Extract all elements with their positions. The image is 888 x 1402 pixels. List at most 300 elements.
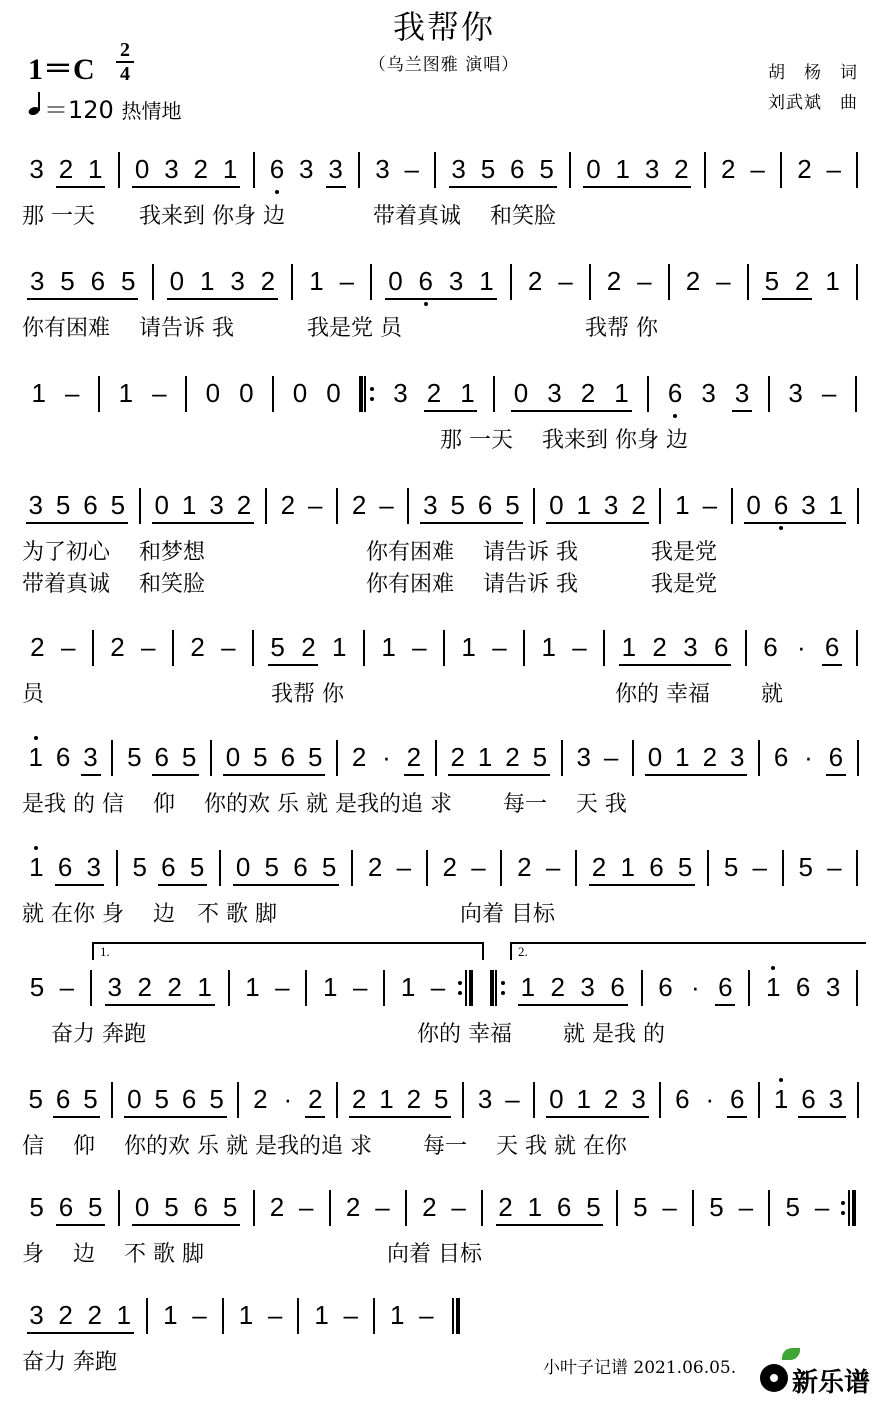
lyric-line: 员 我帮 你 你的 幸福 就 — [22, 682, 783, 707]
barline — [747, 264, 749, 300]
beam-underline — [826, 774, 846, 776]
note-digit: 5 — [709, 1192, 724, 1222]
note-digit: 5 — [189, 852, 205, 882]
note-digit: 2 — [550, 972, 565, 1002]
dash-note: – — [637, 266, 652, 296]
barline — [857, 740, 859, 776]
dash-note: – — [702, 490, 718, 520]
barline — [116, 850, 118, 886]
note-digit: 5 — [677, 852, 693, 882]
barline — [405, 1190, 407, 1226]
note-digit: 2 — [631, 490, 646, 520]
beam-underline — [326, 186, 346, 188]
note-digit: 2 — [345, 1192, 361, 1222]
note-digit: 1 — [576, 1084, 591, 1114]
lyric-line: 奋力 奔跑 — [22, 1350, 117, 1375]
barline — [253, 1190, 255, 1226]
notation-row — [0, 848, 888, 888]
note-digit: 3 — [788, 378, 803, 408]
notation-row — [0, 262, 888, 302]
note-digit: 6 — [57, 852, 73, 882]
note-digit: 1 — [541, 632, 556, 662]
barline — [443, 630, 445, 666]
lyric-line: 那 一天 我来到 你身 边 — [22, 428, 688, 453]
beam-underline — [404, 774, 424, 776]
barline — [219, 850, 221, 886]
time-signature-top: 2 — [120, 39, 130, 61]
note-digit: 5 — [28, 1084, 43, 1114]
barline — [704, 152, 706, 188]
barline — [493, 376, 495, 412]
note-digit: 6 — [293, 852, 308, 882]
note-digit: 3 — [477, 1084, 493, 1114]
note-digit: 3 — [580, 972, 595, 1002]
barline — [272, 376, 274, 412]
note-digit: 0 — [549, 1084, 564, 1114]
note-digit: 2 — [30, 632, 45, 662]
note-digit: 2 — [795, 266, 810, 296]
note-digit: 3 — [29, 1300, 44, 1330]
music-system — [0, 262, 888, 372]
note-digit: 2 — [193, 154, 208, 184]
barline — [172, 630, 174, 666]
note-digit: 0 — [134, 154, 150, 184]
note-digit: 3 — [28, 490, 43, 520]
note-digit: 2 — [442, 852, 457, 882]
lyric-line: 奋力 奔跑 你的 幸福 就 是我 的 — [22, 1022, 665, 1047]
note-digit: 0 — [239, 378, 254, 408]
beam-underline — [105, 1004, 215, 1006]
dash-note: – — [404, 154, 419, 184]
low-octave-dot — [275, 190, 279, 194]
lyric-line: 就 在你 身 边 不 歌 脚 向着 目标 — [22, 902, 555, 927]
note-digit: 1 — [765, 972, 781, 1002]
note-digit: 5 — [83, 1084, 98, 1114]
note-digit: 3 — [825, 972, 841, 1002]
note-digit: 1 — [222, 154, 238, 184]
note-digit: 3 — [209, 490, 224, 520]
note-digit: 2 — [58, 1300, 73, 1330]
barline — [222, 1298, 224, 1334]
note-digit: 2 — [269, 1192, 285, 1222]
note-digit: 2 — [351, 1084, 367, 1114]
notation-row — [0, 486, 888, 526]
note-digit: 1 — [309, 266, 324, 296]
barline — [856, 152, 858, 188]
dash-note: – — [267, 1300, 283, 1330]
note-digit: 1 — [773, 1084, 789, 1114]
dot-note: · — [705, 1084, 715, 1114]
note-digit: 5 — [270, 632, 285, 662]
dash-note: – — [299, 1192, 314, 1222]
singer-credit: （乌兰图雅 演唱） — [368, 55, 520, 75]
site-logo — [760, 1348, 882, 1398]
note-digit: 1 — [400, 972, 416, 1002]
note-digit: 6 — [477, 490, 493, 520]
beam-underline — [26, 522, 128, 524]
quarter-note-icon — [28, 90, 44, 114]
note-digit: 2 — [280, 490, 296, 520]
lyric-line: 身 边 不 歌 脚 向着 目标 — [22, 1242, 482, 1267]
transcriber-credit: 小叶子记谱 2021.06.05. — [543, 1358, 737, 1378]
notation-row — [0, 738, 888, 778]
note-digit: 0 — [549, 490, 564, 520]
barline — [632, 740, 634, 776]
barline — [111, 1082, 113, 1118]
note-digit: 5 — [222, 1192, 238, 1222]
note-digit: 5 — [181, 742, 197, 772]
beam-underline — [158, 884, 207, 886]
dash-note: – — [716, 266, 731, 296]
barline — [856, 850, 858, 886]
note-digit: 2 — [110, 632, 125, 662]
note-digit: 1 — [621, 632, 637, 662]
note-digit: 0 — [292, 378, 308, 408]
note-digit: 3 — [828, 1084, 844, 1114]
thick-line — [359, 376, 363, 412]
note-digit: 3 — [375, 154, 390, 184]
barline — [569, 152, 571, 188]
leaf-icon — [782, 1348, 800, 1360]
note-digit: 2 — [190, 632, 205, 662]
note-digit: 6 — [269, 154, 285, 184]
note-digit: 2 — [137, 972, 152, 1002]
note-digit: 2 — [450, 742, 465, 772]
note-digit: 2 — [797, 154, 812, 184]
note-digit: 6 — [801, 1084, 816, 1114]
note-digit: 1 — [199, 266, 215, 296]
beam-underline — [744, 522, 846, 524]
barline — [616, 1190, 618, 1226]
repeat-dots — [370, 384, 374, 404]
beam-underline — [511, 410, 631, 412]
note-digit: 0 — [127, 1084, 142, 1114]
barline — [462, 1082, 464, 1118]
note-digit: 6 — [828, 742, 844, 772]
dash-note: – — [814, 1192, 830, 1222]
note-digit: 6 — [649, 852, 664, 882]
beam-underline — [167, 298, 278, 300]
beam-underline — [727, 1116, 747, 1118]
note-digit: 3 — [423, 490, 438, 520]
dash-note: – — [221, 632, 236, 662]
barline — [857, 488, 859, 524]
note-digit: 1 — [381, 632, 396, 662]
note-digit: 2 — [517, 852, 532, 882]
barline — [434, 152, 436, 188]
beam-underline — [56, 1224, 105, 1226]
note-digit: 2 — [652, 632, 667, 662]
note-digit: 0 — [235, 852, 251, 882]
dash-note: – — [603, 742, 619, 772]
note-digit: 6 — [556, 1192, 572, 1222]
note-digit: 2 — [591, 852, 607, 882]
note-digit: 6 — [718, 972, 733, 1002]
thin-line — [465, 970, 467, 1006]
note-digit: 5 — [723, 852, 739, 882]
note-digit: 5 — [764, 266, 780, 296]
tempo-marking — [28, 90, 181, 125]
barline — [92, 630, 94, 666]
barline — [297, 1298, 299, 1334]
dash-note: – — [141, 632, 156, 662]
lyric-line: 你有困难 请告诉 我 我是党 员 我帮 你 — [22, 316, 658, 341]
barline — [265, 488, 267, 524]
low-octave-dot — [424, 302, 428, 306]
beam-underline — [349, 1116, 451, 1118]
beam-underline — [385, 298, 496, 300]
barline — [745, 630, 747, 666]
note-digit: 3 — [734, 378, 750, 408]
logo-text: 新乐谱 — [792, 1368, 871, 1398]
note-digit: 3 — [547, 378, 562, 408]
repeat-end-barline — [848, 1190, 855, 1226]
dash-note: – — [307, 490, 323, 520]
beam-underline — [583, 186, 691, 188]
beam-underline — [55, 884, 104, 886]
note-digit: 1 — [460, 378, 475, 408]
barline — [659, 488, 661, 524]
note-digit: 3 — [29, 266, 45, 296]
beam-underline — [496, 1224, 604, 1226]
high-octave-dot — [779, 1078, 783, 1082]
music-system — [0, 628, 888, 738]
note-digit: 3 — [729, 742, 745, 772]
note-digit: 2 — [702, 742, 718, 772]
dash-note: – — [412, 632, 427, 662]
note-digit: 2 — [674, 154, 689, 184]
music-system — [0, 1080, 888, 1190]
beam-underline — [27, 298, 138, 300]
beam-underline — [715, 1004, 735, 1006]
high-octave-dot — [771, 966, 775, 970]
dash-note: – — [430, 972, 446, 1002]
dot-note: · — [691, 972, 700, 1002]
beam-underline — [546, 522, 648, 524]
note-digit: 5 — [29, 972, 45, 1002]
note-digit: 3 — [86, 852, 101, 882]
composer-credit: 刘武斌 曲 — [768, 93, 858, 113]
note-digit: 2 — [87, 1300, 102, 1330]
note-digit: 2 — [406, 742, 422, 772]
note-digit: 1 — [675, 490, 690, 520]
barline — [731, 488, 733, 524]
thick-line — [456, 1298, 460, 1334]
beam-underline — [132, 186, 240, 188]
note-digit: 6 — [773, 490, 789, 520]
beam-underline — [268, 664, 319, 666]
time-signature — [116, 40, 134, 84]
beam-underline — [152, 522, 254, 524]
note-digit: 3 — [107, 972, 122, 1002]
barline — [500, 850, 502, 886]
repeat-end-barline — [465, 970, 472, 1006]
note-digit: 1 — [825, 266, 840, 296]
note-digit: 1 — [379, 1084, 394, 1114]
note-digit: 0 — [647, 742, 663, 772]
beam-underline — [152, 774, 199, 776]
notation-row — [0, 1080, 888, 1120]
note-digit: 1 — [390, 1300, 405, 1330]
lyric-line: 带着真诚 和笑脸 你有困难 请告诉 我 我是党 — [22, 572, 717, 597]
dash-note: – — [275, 972, 290, 1002]
barline — [118, 152, 120, 188]
note-digit: 1 — [479, 266, 494, 296]
barline — [641, 970, 643, 1006]
note-digit: 6 — [181, 1084, 197, 1114]
notation-row — [0, 1188, 888, 1228]
beam-underline — [56, 186, 105, 188]
barline — [589, 264, 591, 300]
note-digit: 2 — [406, 1084, 422, 1114]
barline — [856, 970, 858, 1006]
barline — [510, 264, 512, 300]
note-digit: 5 — [307, 742, 323, 772]
note-digit: 1 — [332, 632, 347, 662]
low-octave-dot — [779, 526, 783, 530]
beam-underline — [518, 1004, 628, 1006]
note-digit: 3 — [83, 742, 98, 772]
dash-note: – — [738, 1192, 754, 1222]
barline — [561, 740, 563, 776]
barline — [692, 1190, 694, 1226]
note-digit: 3 — [299, 154, 314, 184]
note-digit: 2 — [580, 378, 596, 408]
note-digit: 6 — [55, 1084, 71, 1114]
thin-line — [452, 1298, 454, 1334]
barline — [90, 970, 92, 1006]
note-digit: 5 — [127, 742, 142, 772]
note-digit: 2 — [422, 1192, 437, 1222]
barline — [185, 376, 187, 412]
second-ending-bracket: 2. — [510, 942, 866, 960]
beam-underline — [81, 774, 101, 776]
first-ending-bracket: 1. — [92, 942, 484, 960]
note-digit: 0 — [513, 378, 529, 408]
music-system — [0, 374, 888, 484]
note-digit: 1 — [323, 972, 338, 1002]
note-digit: 1 — [477, 742, 493, 772]
vinyl-record-icon — [760, 1364, 788, 1392]
low-octave-dot — [673, 414, 677, 418]
note-digit: 5 — [785, 1192, 800, 1222]
note-digit: 5 — [633, 1192, 648, 1222]
barline — [336, 1082, 338, 1118]
note-digit: 1 — [28, 742, 43, 772]
note-digit: 2 — [351, 742, 367, 772]
note-digit: 1 — [118, 378, 134, 408]
note-digit: 3 — [631, 1084, 646, 1114]
barline — [370, 264, 372, 300]
barline — [210, 740, 212, 776]
note-digit: 1 — [527, 1192, 543, 1222]
barline — [305, 970, 307, 1006]
beam-underline — [27, 1332, 134, 1334]
dash-note: – — [339, 266, 355, 296]
note-digit: 2 — [505, 742, 520, 772]
note-digit: 1 — [576, 490, 591, 520]
music-system — [0, 738, 888, 848]
note-digit: 6 — [729, 1084, 745, 1114]
note-digit: 2 — [260, 266, 276, 296]
barline — [336, 740, 338, 776]
note-digit: 0 — [205, 378, 221, 408]
beam-underline — [223, 774, 325, 776]
barline — [659, 1082, 661, 1118]
note-digit: 1 — [197, 972, 212, 1002]
dot-note: · — [283, 1084, 293, 1114]
notation-row — [0, 1296, 888, 1336]
note-digit: 6 — [55, 742, 71, 772]
note-digit: 2 — [606, 266, 622, 296]
barline — [407, 488, 409, 524]
note-digit: 6 — [824, 632, 840, 662]
thick-line — [490, 970, 494, 1006]
note-digit: 0 — [225, 742, 241, 772]
note-digit: 1 — [163, 1300, 178, 1330]
beam-underline — [732, 410, 752, 412]
note-digit: 5 — [480, 154, 496, 184]
note-digit: 6 — [161, 852, 176, 882]
beam-underline — [546, 1116, 648, 1118]
barline — [857, 1082, 859, 1118]
note-digit: 5 — [88, 1192, 103, 1222]
note-digit: 5 — [154, 1084, 169, 1114]
note-digit: 1 — [245, 972, 260, 1002]
notation-row — [0, 150, 888, 190]
note-digit: 3 — [164, 154, 179, 184]
barline — [668, 264, 670, 300]
note-digit: 6 — [154, 742, 169, 772]
beam-underline — [132, 1224, 240, 1226]
note-digit: 3 — [644, 154, 660, 184]
note-digit: 6 — [418, 266, 434, 296]
barline — [768, 1190, 770, 1226]
note-digit: 3 — [393, 378, 408, 408]
note-digit: 2 — [167, 972, 182, 1002]
repeat-dots — [458, 978, 462, 998]
barline — [533, 1082, 535, 1118]
note-digit: 2 — [253, 1084, 268, 1114]
note-digit: 0 — [746, 490, 761, 520]
note-digit: 2 — [527, 266, 543, 296]
note-digit: 5 — [209, 1084, 224, 1114]
note-digit: 1 — [614, 378, 629, 408]
barline — [98, 376, 100, 412]
repeat-dots — [501, 978, 505, 998]
note-digit: 3 — [683, 632, 698, 662]
note-digit: 3 — [448, 266, 464, 296]
note-digit: 5 — [164, 1192, 179, 1222]
barline — [575, 850, 577, 886]
dash-note: – — [471, 852, 486, 882]
note-digit: 0 — [154, 490, 169, 520]
note-digit: 2 — [721, 154, 736, 184]
barline — [855, 376, 857, 412]
notation-row — [0, 374, 888, 414]
time-signature-bottom: 4 — [120, 63, 130, 85]
note-digit: 5 — [132, 852, 147, 882]
note-digit: 1 — [116, 1300, 132, 1330]
note-digit: 5 — [321, 852, 337, 882]
note-digit: 3 — [701, 378, 716, 408]
beam-underline — [305, 1116, 325, 1118]
barline — [329, 1190, 331, 1226]
beam-underline — [53, 1116, 100, 1118]
barline — [252, 630, 254, 666]
barline — [481, 1190, 483, 1226]
repeat-start-barline — [490, 970, 497, 1006]
